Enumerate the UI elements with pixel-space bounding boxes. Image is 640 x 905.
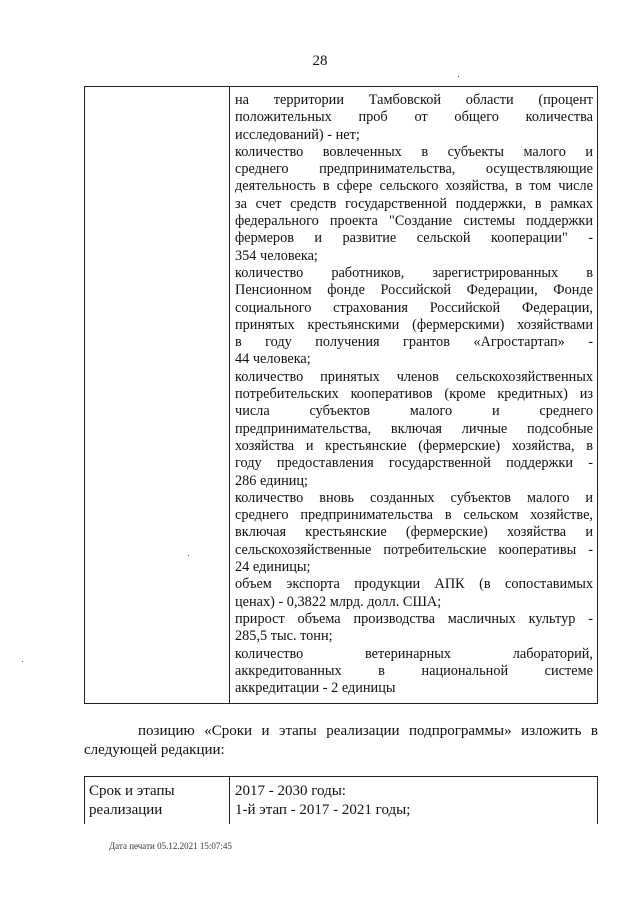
indicator-line: Пенсионном фонде Российской Федерации, Фонде — [235, 282, 593, 299]
timeline-value-line-2: 1-й этап - 2017 - 2021 годы; — [235, 802, 411, 818]
indicator-line: хозяйства и крестьянские (фермерские) хозяйства, в — [235, 437, 593, 454]
timeline-value-line-1: 2017 - 2030 годы: — [235, 783, 346, 799]
indicator-line: количество ветеринарных лабораторий, — [235, 645, 593, 662]
indicator-paragraph — [235, 369, 593, 490]
timeline-table — [84, 776, 598, 824]
print-date: Дата печати 05.12.2021 15:07:45 — [109, 841, 232, 851]
indicator-line: году предоставления государственной поддержки - — [235, 455, 593, 472]
indicator-paragraph — [235, 490, 593, 576]
indicator-paragraph — [235, 265, 593, 369]
indicator-line: исследований) - нет; — [235, 126, 360, 143]
indicator-line: фермеров и развитие сельской кооперации" - — [235, 230, 593, 247]
indicator-line: 354 человека; — [235, 247, 318, 264]
timeline-label — [89, 782, 225, 820]
indicator-line: аккредитации - 2 единицы — [235, 680, 396, 697]
column-divider — [229, 777, 230, 824]
indicator-line: 24 единицы; — [235, 559, 311, 576]
indicator-line: положительных проб от общего количества — [235, 109, 593, 126]
indicator-paragraph — [235, 144, 593, 265]
timeline-value — [235, 782, 593, 820]
indicator-line: потребительских кооперативов (кроме кредитных) из — [235, 386, 593, 403]
timeline-label-line-1: Срок и этапы — [89, 783, 175, 799]
indicator-paragraph — [235, 646, 593, 698]
indicator-line: социального страхования Российской Федерации, — [235, 299, 593, 316]
scan-speck — [188, 555, 189, 556]
indicators-table — [84, 86, 598, 704]
indicator-line: количество принятых членов сельскохозяйственных — [235, 368, 593, 385]
indicator-line: сельскохозяйственные потребительские кооперативы - — [235, 541, 593, 558]
indicator-line: 285,5 тыс. тонн; — [235, 628, 333, 645]
indicator-line: включая крестьянские (фермерские) хозяйства и — [235, 524, 593, 541]
indicator-line: в году получения грантов «Агростартап» - — [235, 334, 593, 351]
indicator-line: на территории Тамбовской области (процент — [235, 92, 593, 108]
indicator-line: количество работников, зарегистрированных в — [235, 264, 593, 281]
indicator-paragraph — [235, 92, 593, 144]
amendment-intro — [84, 722, 598, 760]
scan-speck — [22, 661, 23, 662]
intro-line-2: следующей редакции: — [84, 742, 225, 758]
indicator-line: деятельность в сфере сельского хозяйства, в том числе — [235, 178, 593, 195]
indicator-line: прирост объема производства масличных культур - — [235, 610, 593, 627]
indicator-line: среднего предпринимательства в сельском хозяйстве, — [235, 507, 593, 524]
indicator-line: ценах) - 0,3822 млрд. долл. США; — [235, 593, 442, 610]
indicator-line: количество вновь созданных субъектов малого и — [235, 489, 593, 506]
indicator-line: количество вовлеченных в субъекты малого и — [235, 143, 593, 160]
intro-line-1: позицию «Сроки и этапы реализации подпрограммы» изложить в — [138, 723, 598, 739]
indicator-line: аккредитованных в национальной системе — [235, 662, 593, 679]
indicators-cell — [235, 92, 593, 697]
indicator-line: предпринимательства, включая личные подсобные — [235, 420, 593, 437]
indicator-line: среднего предпринимательства, осуществляющие — [235, 161, 593, 178]
indicator-line: федерального проекта "Создание системы поддержки — [235, 213, 593, 230]
indicator-line: объем экспорта продукции АПК (в сопоставимых — [235, 576, 593, 593]
indicator-line: за счет средств государственной поддержки, в рамках — [235, 195, 593, 212]
scan-speck — [458, 76, 459, 77]
indicator-line: принятых крестьянскими (фермерскими) хозяйствами — [235, 316, 593, 333]
indicator-line: 286 единиц; — [235, 472, 309, 489]
indicator-line: 44 человека; — [235, 351, 311, 368]
indicator-line: числа субъектов малого и среднего — [235, 403, 593, 420]
column-divider — [229, 87, 230, 703]
page-number: 28 — [312, 53, 328, 69]
indicator-paragraph — [235, 576, 593, 611]
indicator-paragraph — [235, 611, 593, 646]
timeline-label-line-2: реализации — [89, 802, 163, 818]
